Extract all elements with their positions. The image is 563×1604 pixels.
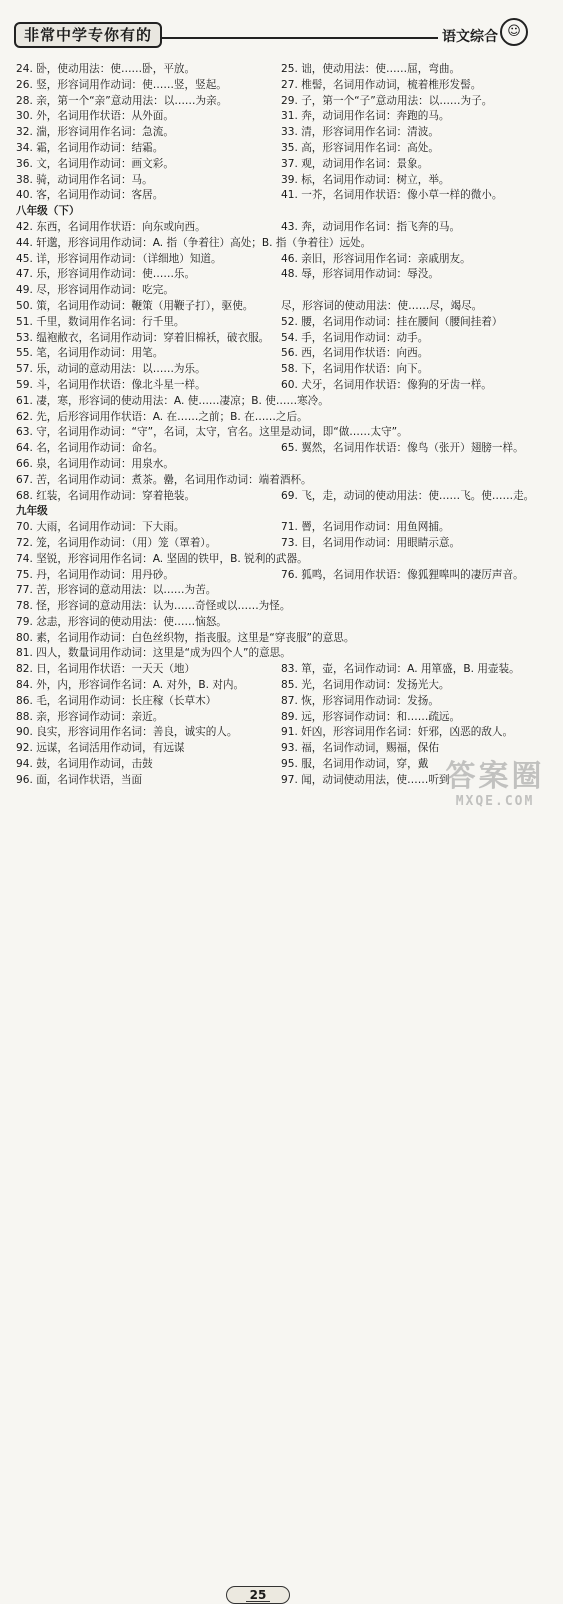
note-row xyxy=(16,741,546,757)
note-row xyxy=(16,378,546,394)
note-row xyxy=(16,568,546,584)
note-left: 74. 坚锐，形容词用作名词：A. 坚固的铁甲，B. 锐利的武器。 xyxy=(16,552,308,565)
note-right: 43. 奔，动词用作名词：指飞奔的马。 xyxy=(281,220,461,233)
note-right: 89. 远，形容词作动词：和……疏远。 xyxy=(281,710,461,723)
note-left: 86. 毛，名词用作动词：长庄稼（长草木） xyxy=(16,694,217,707)
note-row xyxy=(16,552,546,568)
note-right: 27. 椎髻，名词用作动词，梳着椎形发髻。 xyxy=(281,78,482,91)
note-left: 70. 大雨，名词用作动词：下大雨。 xyxy=(16,521,185,534)
note-left: 34. 霜，名词用作动词：结霜。 xyxy=(16,141,164,154)
header-rule xyxy=(162,37,438,39)
note-left: 24. 卧，使动用法：使……卧，平放。 xyxy=(16,63,196,75)
note-row xyxy=(16,283,546,299)
note-row xyxy=(16,631,546,647)
note-left: 62. 先，后形容词用作状语：A. 在……之前；B. 在……之后。 xyxy=(16,410,308,423)
note-row xyxy=(16,662,546,678)
note-row xyxy=(16,646,546,662)
note-left: 75. 丹，名词用作动词：用丹砂。 xyxy=(16,568,174,581)
note-right: 87. 恢，形容词用作动词：发扬。 xyxy=(281,694,439,707)
note-right: 54. 手，名词用作动词：动手。 xyxy=(281,331,429,344)
note-right: 93. 福，名词作动词，赐福，保佑 xyxy=(281,742,439,755)
watermark xyxy=(430,760,560,820)
subject-label: 语文综合 xyxy=(442,29,498,45)
note-right: 31. 奔，动词用作名词：奔跑的马。 xyxy=(281,110,450,123)
note-left: 67. 苦，名词用作动词：煮茶。罍，名词用作动词：端着酒杯。 xyxy=(16,473,312,486)
note-row xyxy=(16,410,546,426)
note-right: 41. 一芥，名词用作状语：像小草一样的微小。 xyxy=(281,189,503,202)
note-left: 66. 泉，名词用作动词：用泉水。 xyxy=(16,457,174,470)
note-left: 61. 凄，寒，形容词的使动用法：A. 使……凄凉；B. 使……寒冷。 xyxy=(16,394,329,407)
note-row xyxy=(16,615,546,631)
note-row xyxy=(16,315,546,331)
note-left: 30. 外，名词用作状语：从外面。 xyxy=(16,110,174,123)
note-right: 52. 腰，名词用作动词：挂在腰间（腰间挂着） xyxy=(281,315,503,328)
note-left: 40. 客，名词用作动词：客居。 xyxy=(16,189,164,202)
note-row xyxy=(16,362,546,378)
note-row xyxy=(16,94,546,110)
note-left: 38. 骑，动词用作名词：马。 xyxy=(16,173,153,186)
note-row xyxy=(16,299,546,315)
watermark-title: 答案圈 xyxy=(445,759,545,794)
note-row xyxy=(16,125,546,141)
note-right: 46. 亲旧，形容词用作名词：亲戚朋友。 xyxy=(281,252,471,265)
note-left: 78. 怪，形容词的意动用法：认为……奇怪或以……为怪。 xyxy=(16,600,291,613)
note-row xyxy=(16,725,546,741)
note-row xyxy=(16,220,546,236)
note-row xyxy=(16,188,546,204)
note-row xyxy=(16,62,546,78)
note-row xyxy=(16,267,546,283)
note-row xyxy=(16,441,546,457)
grade8-upper-notes xyxy=(16,62,546,204)
note-left: 72. 笼，名词用作动词：（用）笼（罩着）。 xyxy=(16,536,217,549)
note-row xyxy=(16,457,546,473)
note-right: 25. 诎，使动用法：使……屈，弯曲。 xyxy=(281,63,461,75)
note-left: 63. 守，名词用作动词：“守”，名词，太守，官名。这里是动词，即“做……太守”。 xyxy=(16,426,408,439)
note-right: 尽，形容词的使动用法：使……尽，竭尽。 xyxy=(281,299,483,312)
note-left: 36. 文，名词用作动词：画文彩。 xyxy=(16,157,174,170)
page-number: 25 xyxy=(249,1588,267,1602)
note-left: 55. 笔，名词用作动词：用笔。 xyxy=(16,347,164,360)
note-row xyxy=(16,583,546,599)
note-row xyxy=(16,394,546,410)
note-row xyxy=(16,520,546,536)
note-right: 48. 辱，形容词用作动词：辱没。 xyxy=(281,268,439,281)
note-left: 53. 缊袍敝衣，名词用作动词：穿着旧棉袄，破衣服。 xyxy=(16,331,270,344)
note-right: 76. 狐鸣，名词用作状语：像狐狸嗥叫的凄厉声音。 xyxy=(281,568,524,581)
note-right: 58. 下，名词用作状语：向下。 xyxy=(281,363,429,376)
note-left: 32. 湍，形容词用作名词：急流。 xyxy=(16,126,174,139)
note-right: 29. 子，第一个“子”意动用法：以……为子。 xyxy=(281,94,493,107)
note-row xyxy=(16,236,546,252)
note-row xyxy=(16,536,546,552)
note-row xyxy=(16,141,546,157)
note-left: 42. 东西，名词用作状语：向东或向西。 xyxy=(16,220,206,233)
note-left: 47. 乐，形容词用作动词：使……乐。 xyxy=(16,268,196,281)
note-right: 73. 目，名词用作动词：用眼睛示意。 xyxy=(281,536,461,549)
note-left: 44. 轩邈，形容词用作动词：A. 指（争着往）高处；B. 指（争着往）远处。 xyxy=(16,236,372,249)
note-left: 92. 远谋，名词活用作动词，有远谋 xyxy=(16,742,185,755)
note-row xyxy=(16,78,546,94)
note-left: 90. 良实，形容词用作名词：善良，诚实的人。 xyxy=(16,726,238,739)
note-right: 33. 清，形容词用作名词：清波。 xyxy=(281,126,439,139)
section-heading-grade8-lower: 八年级（下） xyxy=(16,205,80,218)
note-row xyxy=(16,599,546,615)
note-row xyxy=(16,173,546,189)
note-left: 96. 面，名词作状语，当面 xyxy=(16,773,143,786)
note-left: 57. 乐，动词的意动用法：以……为乐。 xyxy=(16,363,206,376)
note-row xyxy=(16,678,546,694)
note-row xyxy=(16,694,546,710)
note-left: 82. 日，名词用作状语：一天天（地） xyxy=(16,663,196,676)
page-header xyxy=(0,0,563,52)
note-left: 64. 名，名词用作动词：命名。 xyxy=(16,442,164,455)
notes-content xyxy=(16,62,546,786)
note-left: 28. 亲，第一个“亲”意动用法：以……为亲。 xyxy=(16,94,228,107)
note-row xyxy=(16,331,546,347)
note-left: 45. 详，形容词用作动词：（详细地）知道。 xyxy=(16,252,222,265)
note-right: 71. 罾，名词用作动词：用鱼网捕。 xyxy=(281,521,450,534)
section-heading-grade9: 九年级 xyxy=(16,505,48,518)
note-right: 83. 箪，壶，名词作动词：A. 用箪盛，B. 用壶装。 xyxy=(281,663,520,676)
note-left: 81. 四人，数量词用作动词：这里是“成为四个人”的意思。 xyxy=(16,647,291,660)
note-right: 95. 服，名词用作动词，穿，戴 xyxy=(281,758,429,771)
note-row xyxy=(16,710,546,726)
note-left: 68. 红装，名词用作动词：穿着艳装。 xyxy=(16,489,196,502)
note-left: 49. 尽，形容词用作动词：吃完。 xyxy=(16,284,174,297)
note-right: 60. 犬牙，名词用作状语：像狗的牙齿一样。 xyxy=(281,378,492,391)
note-left: 94. 鼓，名词用作动词，击鼓 xyxy=(16,758,153,771)
note-right: 69. 飞，走，动词的使动用法：使……飞。使……走。 xyxy=(281,489,535,502)
subject-badge-icon: ☺ xyxy=(500,18,528,46)
note-left: 84. 外，内，形容词作名词：A. 对外，B. 对内。 xyxy=(16,679,245,692)
note-right: 97. 闻，动词使动用法，使……听到 xyxy=(281,773,450,786)
note-left: 77. 苦，形容词的意动用法：以……为苦。 xyxy=(16,584,217,597)
note-right: 85. 光，名词用作动词：发扬光大。 xyxy=(281,679,450,692)
note-left: 51. 千里，数词用作名词：行千里。 xyxy=(16,315,185,328)
note-left: 26. 竖，形容词用作动词：使……竖，竖起。 xyxy=(16,78,227,91)
note-left: 50. 策，名词用作动词：鞭策（用鞭子打），驱使。 xyxy=(16,299,254,312)
note-right: 91. 奸凶，形容词用作名词：奸邪，凶恶的敌人。 xyxy=(281,726,514,739)
note-left: 59. 斗，名词用作状语：像北斗星一样。 xyxy=(16,378,206,391)
note-left: 80. 素，名词用作动词：白色丝织物，指丧服。这里是“穿丧服”的意思。 xyxy=(16,631,355,644)
note-right: 37. 观，动词用作名词：景象。 xyxy=(281,157,429,170)
note-right: 65. 翼然，名词用作状语：像鸟（张开）翅膀一样。 xyxy=(281,442,524,455)
note-row xyxy=(16,489,546,505)
page-number-underline xyxy=(246,1601,270,1602)
note-row xyxy=(16,425,546,441)
note-right: 35. 高，形容词用作名词：高处。 xyxy=(281,141,439,154)
series-logo xyxy=(14,22,162,48)
series-title: 非常中学专你有的 xyxy=(23,26,152,44)
note-right: 39. 标，名词用作动词：树立，举。 xyxy=(281,173,450,186)
watermark-url: MXQE.COM xyxy=(455,794,535,809)
note-row xyxy=(16,157,546,173)
note-row xyxy=(16,473,546,489)
note-row xyxy=(16,346,546,362)
grade9-notes xyxy=(16,520,546,789)
note-left: 88. 亲，形容词作动词：亲近。 xyxy=(16,710,164,723)
grade8-lower-notes xyxy=(16,220,546,504)
note-row xyxy=(16,109,546,125)
note-row xyxy=(16,252,546,268)
note-right: 56. 西，名词用作状语：向西。 xyxy=(281,347,429,360)
note-left: 79. 忿恚，形容词的使动用法：使……恼怒。 xyxy=(16,615,227,628)
